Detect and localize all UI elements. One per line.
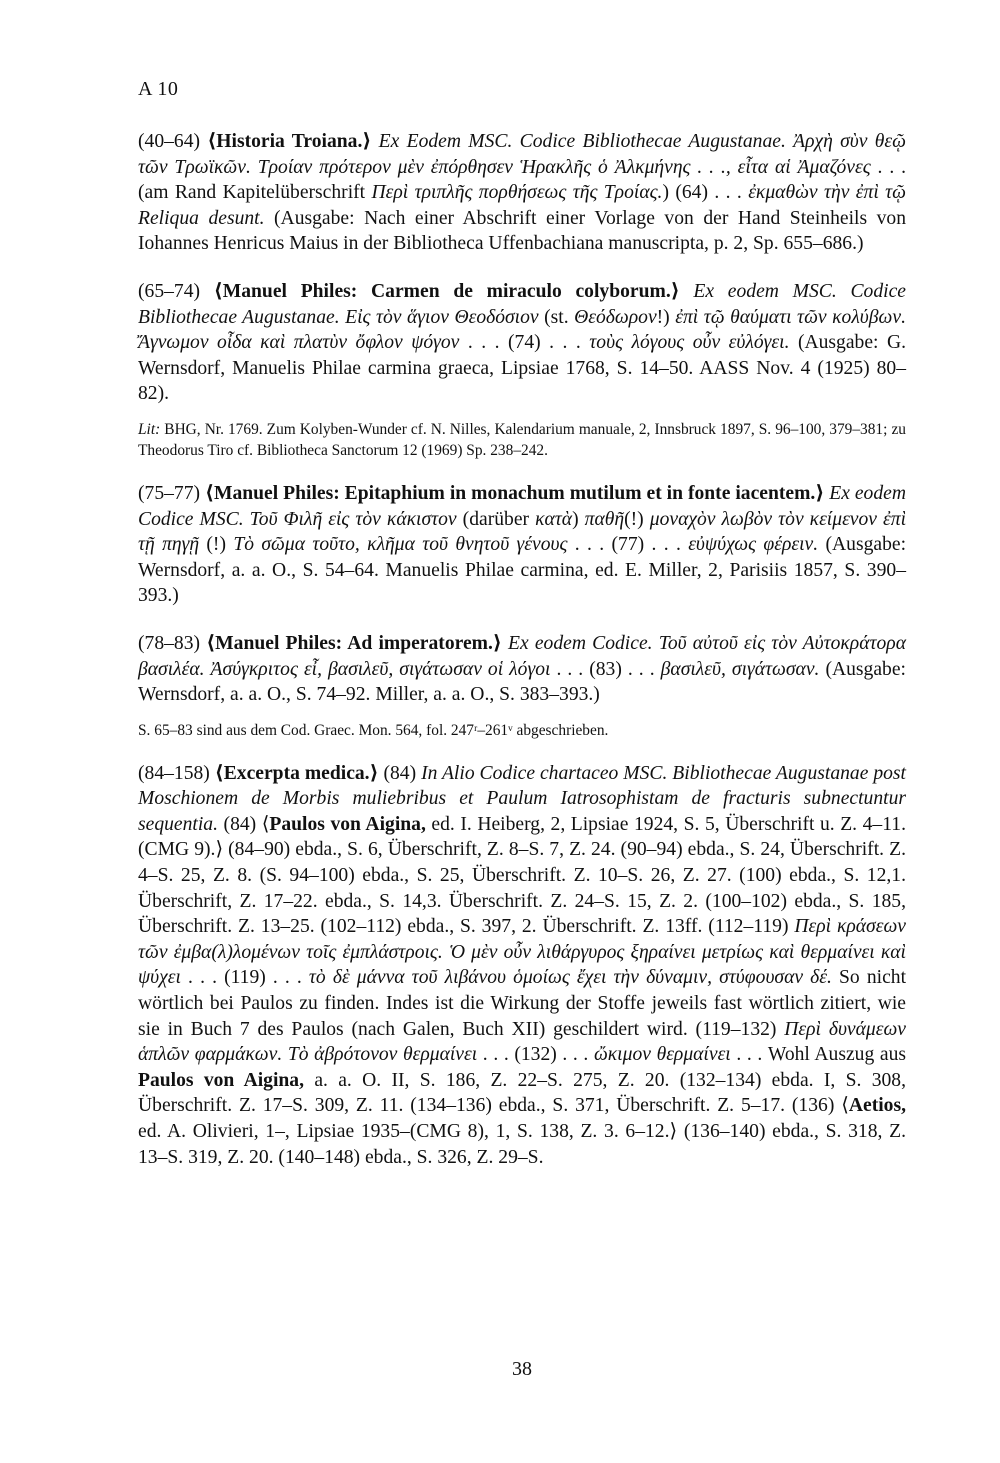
entry-carmen-colyborum: (65–74) ⟨Manuel Philes: Carmen de miraculo colyborum.⟩ Ex eodem MSC. Codice Bibliothecae Augustanae. Εἰς τὸν ἅγιον Θεοδόσιον (st. Θεόδωρον!) ἐπὶ τῷ θαύματι τῶν κολύβων. Ἄγνωμον οἶδα καὶ πλατὺν ὄφλον ψόγον . . . (74) . . . τοὺς λόγους οὖν εὐλόγει. (Ausgabe: G. Wernsdorf, Manuelis Philae carmina graeca, Lipsiae 1768, S. 14–50. AASS Nov. 4 (1925) 80–82).: [138, 280, 907, 405]
page-tag: A 10: [138, 78, 179, 100]
page-number: 38: [512, 1358, 532, 1380]
entry-excerpta-medica: (84–158) ⟨Excerpta medica.⟩ (84) In Alio Codice chartaceo MSC. Bibliothecae Augustanae post Moschionem de Morbis muliebribus et Paulum Iatrosophistam de fracturis subnectuntur sequentia. (84) ⟨Paulos von Aigina, ed. I. Heiberg, 2, Lipsiae 1924, S. 5, Überschrift u. Z. 4–11. (CMG 9).⟩ (84–90) ebda., S. 6, Überschrift, Z. 8–S. 7, Z. 24. (90–94) ebda., S. 24, Überschrift. Z. 4–S. 25, Z. 8. (S. 94–100) ebda., S. 25, Überschrift. Z. 10–S. 26, Z. 27. (100) ebda., S. 12,1. Überschrift, Z. 17–22. ebda., S. 14,3. Überschrift. Z. 24–S. 15, Z. 2. (100–102) ebda., S. 185, Überschrift. Z. 13–25. (102–112) ebda., S. 397, 2. Überschrift. Z. 13ff. (112–119) Περὶ κράσεων τῶν ἐμβα(λ)λομένων τοῖς ἐμπλάστροις. Ὁ μὲν οὖν λιθάργυρος ξηραίνει μετρίως καὶ θερμαίνει καὶ ψύχει . . . (119) . . . τὸ δὲ μάννα τοῦ λιβάνου ὁμοίως ἔχει τὴν δύναμιν, στύφουσαν δέ. So nicht wörtlich bei Paulos zu finden. Indes ist die Wirkung der Stoffe jeweils fast wörtlich zitiert, wie sie in Buch 7 des Paulos (nach Galen, Buch XII) geschildert wird. (119–132) Περὶ δυνάμεων ἁπλῶν φαρμάκων. Τὸ ἀβρότονον θερμαίνει . . . (132) . . . ὤκιμον θερμαίνει . . . Wohl Auszug aus Paulos von Aigina, a. a. O. II, S. 186, Z. 22–S. 275, Z. 20. (132–134) ebda. I, S. 308, Überschrift. Z. 17–S. 309, Z. 11. (134–136) ebda., S. 371, Überschrift. Z. 5–17. (136) ⟨Aetios, ed. A. Olivieri, 1–, Lipsiae 1935–(CMG 8), 1, S. 138, Z. 3. 6–12.⟩ (136–140) ebda., S. 318, Z. 13–S. 319, Z. 20. (140–148) ebda., S. 326, Z. 29–S.: [138, 762, 907, 1168]
entry-ad-imperatorem: (78–83) ⟨Manuel Philes: Ad imperatorem.⟩ Ex eodem Codice. Τοῦ αὐτοῦ εἰς τὸν Αὐτοκράτορα βασιλέα. Ἀσύγκριτος εἶ, βασιλεῦ, σιγάτωσαν οἱ λόγοι . . . (83) . . . βασιλεῦ, σιγάτωσαν. (Ausgabe: Wernsdorf, a. a. O., S. 74–92. Miller, a. a. O., S. 383–393.): [138, 632, 906, 706]
entry-epitaphium: (75–77) ⟨Manuel Philes: Epitaphium in monachum mutilum et in fonte iacentem.⟩ Ex eodem Codice MSC. Τοῦ Φιλῆ εἰς τὸν κάκιστον (darüber κατὰ) παθῆ(!) μοναχὸν λωβὸν τὸν κείμενον ἐπὶ τῇ πηγῇ (!) Τὸ σῶμα τοῦτο, κλῆμα τοῦ θνητοῦ γένους . . . (77) . . . εὐψύχως φέρειν. (Ausgabe: Wernsdorf, a. a. O., S. 54–64. Manuelis Philae carmina, ed. E. Miller, 2, Parisiis 1857, S. 390–393.): [138, 482, 907, 607]
entry-title: ⟨Manuel Philes: Epitaphium in monachum mutilum et in fonte iacentem.⟩: [205, 482, 825, 504]
entry-title: ⟨Manuel Philes: Ad imperatorem.⟩: [206, 632, 502, 654]
entry-title: ⟨Excerpta medica.⟩: [214, 762, 379, 784]
entry-title: ⟨Manuel Philes: Carmen de miraculo colyborum.⟩: [213, 280, 680, 302]
source-note: S. 65–83 sind aus dem Cod. Graec. Mon. 564, fol. 247ʳ–261ᵛ abgeschrieben.: [138, 721, 609, 739]
document-page: [138, 78, 906, 1438]
entry-title: ⟨Historia Troiana.⟩: [207, 131, 372, 152]
entry-historia-troiana: (40–64) ⟨Historia Troiana.⟩ Ex Eodem MSC. Codice Bibliothecae Augustanae. Ἀρχὴ σὺν θεῷ τῶν Τρωϊκῶν. Τροίαν πρότερον μὲν ἐπόρθησεν Ἡρακλῆς ὁ Ἀλκμήνης . . ., εἶτα αἱ Ἀμαζόνες . . . (am Rand Kapitelüberschrift Περὶ τριπλῆς πορθήσεως τῆς Τροίας.) (64) . . . ἐκμαθὼν τὴν ἐπὶ τῷ Reliqua desunt. (Ausgabe: Nach einer Abschrift einer Vorlage von der Hand Steinheils von Iohannes Henricus Maius in der Bibliotheca Uffenbachiana manuscripta, p. 2, Sp. 655–686.): [138, 131, 906, 255]
literature-note: Lit: BHG, Nr. 1769. Zum Kolyben-Wunder cf. N. Nilles, Kalendarium manuale, 2, Innsbruck 1897, S. 96–100, 379–381; zu Theodorus Tiro cf. Bibliotheca Sanctorum 12 (1969) Sp. 238–242.: [138, 420, 906, 459]
